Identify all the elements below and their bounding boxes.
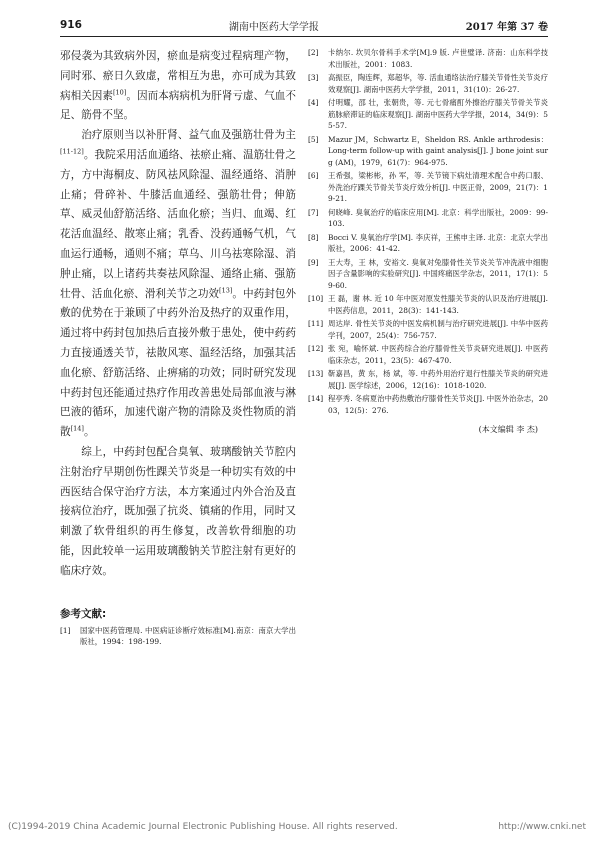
body-paragraph-2: 治疗原则当以补肝肾、益气血及强筋壮骨为主[11-12]。我院采用活血通络、祛瘀止痛、温筋壮骨之方，方中海桐皮、防风祛风除湿、温经通络、消肿止痛；骨碎补、牛膝活血通经、强筋壮骨；伸筋草、威灵仙舒筋活络、活血化瘀；当归、血竭、红花活血温经、散寒止痛；乳香、没药通畅气机，气血运行通畅，通则不痛；草乌、川乌祛寒除湿、消肿止痛，以上诸药共奏祛风除湿、通络止痛、强筋壮骨、活血化瘀、滑利关节之功效[13]。中药封包外敷的优势在于兼顾了中药外治及热疗的双重作用，通过将中药封包加热后直接外敷于患处，使中药药力直接通透关节，祛散风寒、温经活络，加强其活血化瘀、舒筋活络、止痹痛的功效；同时研究发现中药封包还能通过热疗作用改善患处局部血液与淋巴液的循环，加速代谢产物的清除及炎性物质的消散[14]。 xyxy=(60,129,297,439)
right-column xyxy=(308,47,548,435)
editor-credit: (本文编辑 李 杰) xyxy=(478,425,538,434)
body-paragraph-1: 邪侵袭为其致病外因，瘀血是病变过程病理产物，同时邪、瘀日久致虚，常相互为患，亦可成为其致病相关因素[10]。因而本病病机为肝肾亏虚、气血不足、筋骨不坚。 xyxy=(60,50,297,122)
reference-item: [4] 付明耀，邵 壮，张朝贵，等. 元七骨痛酊外擦治疗膝关节骨关节炎筋脉瘀滞证的临床观察[J]. 湖南中医药大学学报，2014，34(9)：55-57. xyxy=(308,98,548,130)
citation: [11-12] xyxy=(60,147,84,156)
left-column xyxy=(60,47,296,650)
body-paragraph-3: 综上，中药封包配合臭氧、玻璃酸钠关节腔内注射治疗早期创伤性踝关节炎是一种切实有效的中西医结合保守治疗方法，本方案通过内外合治及直接病位治疗，既加强了抗炎、镇痛的作用，同时又刺激了软骨组织的再生修复，改善软骨细胞的功能，因此较单一运用玻璃酸钠关节腔注射有更好的临床疗效。 xyxy=(60,445,296,577)
reference-item: [2] 卡纳尔. 坎贝尔骨科手术学[M].9 版. 卢世璧译. 济南：山东科学技术出版社，2001：1083. xyxy=(308,48,548,69)
reference-item: [10] 王 磊，谢 林. 近 10 年中医对原发性膝关节炎的认识及治疗进展[J]. 中医药信息，2011，28(3)：141-143. xyxy=(308,294,548,315)
copyright-footer xyxy=(0,822,600,832)
copyright-text: (C)1994-2019 China Academic Journal Electronic Publishing House. All rights reserved. xyxy=(8,822,398,832)
reference-item: [1] 国家中医药管理局. 中医病证诊断疗效标准[M].南京：南京大学出版社，1994：198-199. xyxy=(60,625,296,647)
reference-item: [9] 王大寿，王 林，安裕文. 臭氧对兔膝骨性关节炎关节冲洗液中细胞因子含量影响的实验研究[J]. 中国疼痛医学杂志，2011，17(1)：59-60. xyxy=(308,257,548,290)
reference-item: [11] 周达岸. 骨性关节炎的中医发病机制与治疗研究进展[J]. 中华中医药学刊，2007，25(4)：756-757. xyxy=(308,319,548,340)
issue-label: 2017 年第 37 卷 xyxy=(465,21,548,33)
reference-item: [6] 王希强，梁彬彬，孙 军，等. 关节镜下病灶清理术配合中药口服、外洗治疗踝关节骨关节炎疗效分析[J]. 中医正骨，2009，21(7)：19-21. xyxy=(308,171,548,203)
page-number: 916 xyxy=(60,19,82,31)
reference-item: [5] Mazur JM，Schwartz E，Sheldon RS. Ankle arthrodesis：Long-term follow-up with gaint analysis[J]. J bone joint surg (AM)，1979，61(7)：964-975. xyxy=(308,134,548,167)
reference-item: [8] Bocci V. 臭氧治疗学[M]. 李庆祥，王熊申主译. 北京：北京大学出版社，2006：41-42. xyxy=(308,232,548,253)
journal-title: 湖南中医药大学学报 xyxy=(228,21,319,33)
citation: [13] xyxy=(219,286,233,295)
reference-item: [7] 何晓峰. 臭氧治疗的临床应用[M]. 北京：科学出版社，2009：99-103. xyxy=(308,207,548,228)
running-header xyxy=(60,14,548,37)
reference-item: [3] 高振臣，陶连辉，郑超华，等. 活血通络法治疗膝关节骨性关节炎疗效观察[J]. 湖南中医药大学学报，2011，31(10)：26-27. xyxy=(308,73,548,94)
citation: [10] xyxy=(113,88,127,97)
references-heading: 参考文献: xyxy=(60,607,107,620)
reference-item: [14] 程亭秀. 冬病夏治中药热敷治疗膝骨性关节炎[J]. 中医外治杂志，2003，12(5)：276. xyxy=(308,394,548,415)
reference-item: [13] 靳嘉昌，黄 东，杨 斌，等. 中药外用治疗退行性膝关节炎的研究进展[J]. 医学综述，2006，12(16)：1018-1020. xyxy=(308,369,548,390)
reference-item: [12] 张 宛，喻怀斌. 中医药综合治疗膝骨性关节炎研究进展[J]. 中医药临床杂志，2011，23(5)：467-470. xyxy=(308,344,548,365)
citation: [14] xyxy=(70,424,84,433)
footer-url[interactable]: http://www.cnki.net xyxy=(498,822,586,832)
